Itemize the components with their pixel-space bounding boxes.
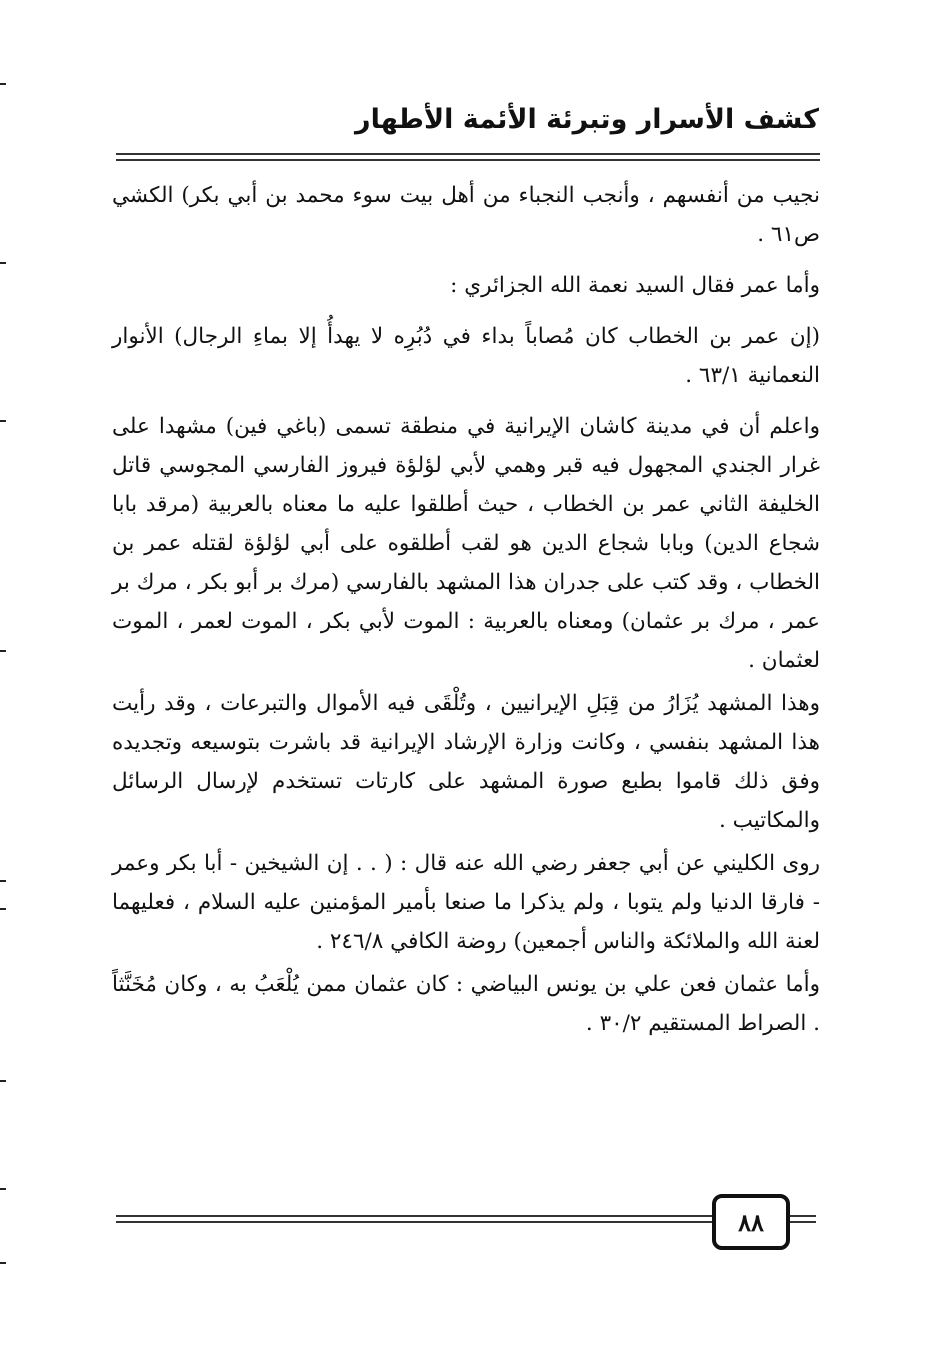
body-text [112, 176, 820, 1055]
paragraph: وأما عمر فقال السيد نعمة الله الجزائري : [450, 273, 820, 298]
running-header-title: كشف الأسرار وتبرئة الأئمة الأطهار [355, 104, 819, 135]
footer-rule [116, 1221, 714, 1223]
footer-rule [790, 1215, 816, 1217]
scan-edge-mark [0, 262, 6, 264]
scan-edge-mark [0, 650, 6, 652]
scan-edge-mark [0, 908, 6, 910]
scan-edge-mark [0, 420, 6, 422]
paragraph: نجيب من أنفسهم ، وأنجب النجباء من أهل بيت سوء محمد بن أبي بكر) الكشي ص٦١ . [112, 183, 820, 247]
footer-rule [790, 1221, 816, 1223]
page-number: ٨٨ [712, 1194, 790, 1250]
header-rule-top [116, 153, 820, 155]
header-rule-bottom [116, 159, 820, 161]
paragraph: وأما عثمان فعن علي بن يونس البياضي : كان عثمان ممن يُلْعَبُ به ، وكان مُخَنَّثاً . الصراط المستقيم ٣٠/٢ . [112, 972, 820, 1036]
paragraph: واعلم أن في مدينة كاشان الإيرانية في منطقة تسمى (باغي فين) مشهدا على غرار الجندي المجهول فيه قبر وهمي لأبي لؤلؤة فيروز الفارسي المجوسي قاتل الخليفة الثاني عمر بن الخطاب ، حيث أطلقوا عليه ما معناه بالعربية (مرقد بابا شجاع الدين) وبابا شجاع الدين هو لقب أطلقوه على أبي لؤلؤة لقتله عمر بن الخطاب ، وقد كتب على جدران هذا المشهد بالفارسي (مرك بر أبو بكر ، مرك بر عمر ، مرك بر عثمان) ومعناه بالعربية : الموت لأبي بكر ، الموت لعمر ، الموت لعثمان . [112, 414, 820, 673]
scan-edge-mark [0, 83, 6, 85]
footer-rule [116, 1215, 714, 1217]
paragraph: روى الكليني عن أبي جعفر رضي الله عنه قال : ( . . إن الشيخين - أبا بكر وعمر - فارقا الدنيا ولم يتوبا ، ولم يذكرا ما صنعا بأمير المؤمنين عليه السلام ، فعليهما لعنة الله والملائكة والناس أجمعين) روضة الكافي ٢٤٦/٨ . [112, 851, 820, 954]
scan-edge-mark [0, 880, 6, 882]
paragraph: (إن عمر بن الخطاب كان مُصاباً بداء في دُبُرِه لا يهدأُ إلا بماءِ الرجال) الأنوار النعمانية ٦٣/١ . [112, 324, 820, 388]
paragraph: وهذا المشهد يُزَارُ من قِبَلِ الإيرانيين ، وتُلْقَى فيه الأموال والتبرعات ، وقد رأيت هذا المشهد بنفسي ، وكانت وزارة الإرشاد الإيرانية قد باشرت بتوسيعه وتجديده وفق ذلك قاموا بطبع صورة المشهد على كارتات تستخدم لإرسال الرسائل والمكاتيب . [112, 691, 820, 833]
scan-edge-mark [0, 1080, 6, 1082]
page-footer [0, 1190, 949, 1260]
scan-edge-mark [0, 1262, 6, 1264]
